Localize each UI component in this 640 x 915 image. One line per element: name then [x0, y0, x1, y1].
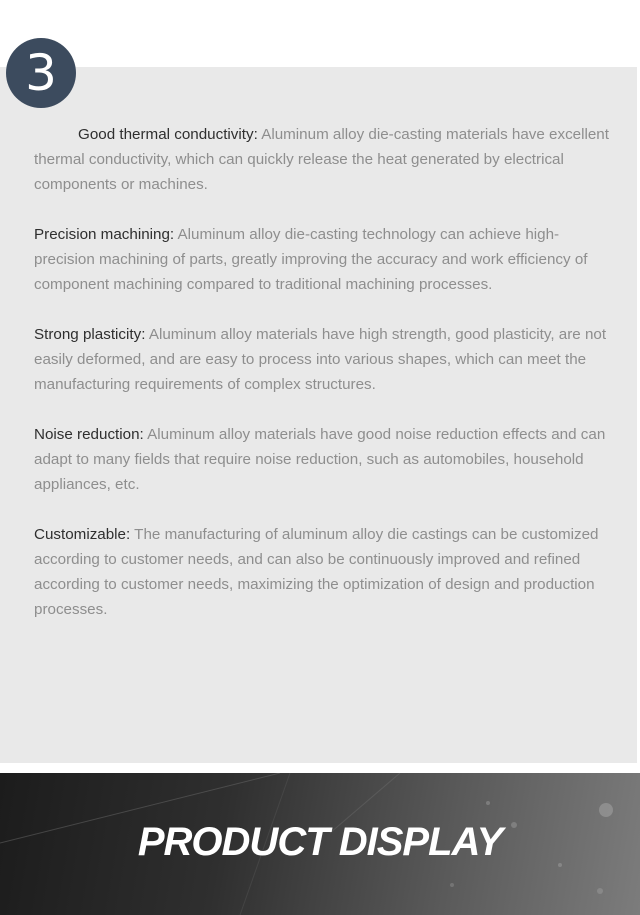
- feature-description: Aluminum alloy die-casting technology can achieve high-precision machining of parts, greatly improving the accuracy and work efficiency of component machining compared to traditional machining processes.: [34, 226, 588, 293]
- feature-strong-plasticity: [34, 322, 614, 397]
- section-number-badge: [6, 38, 76, 108]
- feature-description: Aluminum alloy die-casting materials have excellent thermal conductivity, which can quickly release the heat generated by electrical components or machines.: [34, 126, 609, 193]
- feature-term: Customizable:: [34, 526, 131, 543]
- feature-thermal-conductivity: [34, 122, 614, 197]
- feature-term: Good thermal conductivity:: [78, 126, 258, 143]
- feature-term: Precision machining:: [34, 226, 175, 243]
- product-display-banner: [0, 773, 640, 915]
- section-number: 3: [25, 44, 57, 102]
- feature-term: Noise reduction:: [34, 426, 144, 443]
- banner-title: PRODUCT DISPLAY: [137, 820, 503, 864]
- feature-description: Aluminum alloy materials have high strength, good plasticity, are not easily deformed, and are easy to process into various shapes, which can meet the manufacturing requirements of complex structures.: [34, 326, 607, 393]
- feature-noise-reduction: [34, 422, 614, 497]
- feature-customizable: [34, 522, 614, 622]
- feature-list: [34, 122, 614, 647]
- feature-precision-machining: [34, 222, 614, 297]
- feature-term: Strong plasticity:: [34, 326, 146, 343]
- feature-description: Aluminum alloy materials have good noise reduction effects and can adapt to many fields that require noise reduction, such as automobiles, household appliances, etc.: [34, 426, 606, 493]
- feature-description: The manufacturing of aluminum alloy die castings can be customized according to customer needs, and can also be continuously improved and refined according to customer needs, maximizing the optimization of design and production processes.: [34, 526, 599, 618]
